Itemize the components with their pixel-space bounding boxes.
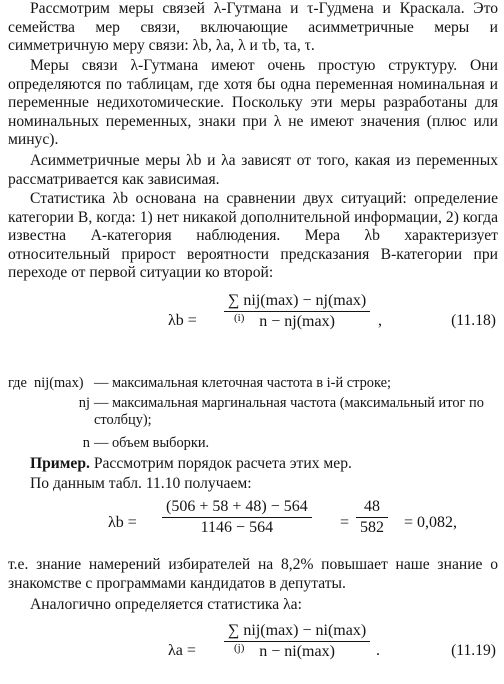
definition-text: — максимальная клеточная частота в i-й строке; <box>94 375 392 391</box>
paragraph-intro: Рассмотрим меры связей λ-Гутмана и τ-Гудмена и Краскала. Это семейства мер связи, включающие асимметричные меры и симметричную меру связи: λb, λa, λ и τb, τa, τ. <box>8 0 498 55</box>
equation-trail: , <box>378 312 382 329</box>
equals-sign: = <box>340 514 350 531</box>
definition-symbol: n <box>82 435 90 451</box>
example-intro <box>30 455 500 474</box>
equation-denominator-2: 582 <box>360 519 384 536</box>
equation-11-18 <box>0 292 504 352</box>
equation-result: = 0,082, <box>404 514 458 531</box>
equation-fraction-2 <box>356 498 388 537</box>
equation-lhs: λb = <box>108 514 137 531</box>
example-text: Рассмотрим порядок расчета этих мер. <box>93 455 352 472</box>
sum-index: (j) <box>234 642 245 654</box>
equation-fraction <box>162 498 312 537</box>
equation-numerator: (506 + 58 + 48) − 564 <box>162 498 312 518</box>
equation-lambda-b-numeric <box>0 498 504 548</box>
paragraph-statistic-lambda-b: Статистика λb основана на сравнении двух ситуаций: определение категории B, когда: 1) нет никакой дополнительной информации, 2) когда известна A-категория наблюдения. Мера λb характеризует относительный прирост вероятности предсказания B-категории при переходе от первой ситуации ко второй: <box>8 190 498 282</box>
equation-11-19 <box>0 622 504 682</box>
equation-number: (11.18) <box>451 312 496 329</box>
example-line2: По данным табл. 11.10 получаем: <box>30 475 252 492</box>
equation-denominator: n − ni(max) <box>259 643 335 660</box>
paragraph-interpretation: т.е. знание намерений избирателей на 8,2% повышает наше знание о знакомстве с программами кандидатов в депутаты. <box>8 556 498 592</box>
definition-symbol: nij(max) <box>34 375 84 391</box>
sum-index: (i) <box>234 312 245 324</box>
definition-symbol: nj <box>78 395 90 411</box>
equation-numerator: ∑ nij(max) − ni(max) <box>224 622 370 642</box>
definition-text: — объем выборки. <box>94 435 210 451</box>
example-label: Пример. <box>30 455 90 472</box>
equation-numerator-2: 48 <box>356 498 388 518</box>
equation-lhs: λb = <box>168 312 197 329</box>
equation-number: (11.19) <box>451 642 496 659</box>
equation-fraction <box>224 292 370 331</box>
definition-prefix: где <box>8 375 27 391</box>
equation-denominator: 1146 − 564 <box>200 519 274 536</box>
definition-text: — максимальная маргинальная частота (максимальный итог по столбцу); <box>94 395 484 428</box>
equation-numerator: ∑ nij(max) − nj(max) <box>224 292 370 312</box>
definitions-list <box>8 375 498 461</box>
equation-denominator: n − nj(max) <box>259 313 335 330</box>
equation-fraction <box>224 622 370 661</box>
equation-trail: . <box>376 642 380 659</box>
paragraph-lambda-a: Аналогично определяется статистика λa: <box>30 596 302 613</box>
equation-lhs: λa = <box>168 642 196 659</box>
paragraph-lambda-structure: Меры связи λ-Гутмана имеют очень простую структуру. Они определяются по таблицам, где хотя бы одна переменная номинальная и переменные недихотомические. Поскольку эти меры разработаны для номинальных переменных, знаки при λ не имеют значения (плюс или минус). <box>8 57 498 149</box>
paragraph-asymmetric: Асимметричные меры λb и λa зависят от того, какая из переменных рассматривается как зависимая. <box>8 152 498 188</box>
